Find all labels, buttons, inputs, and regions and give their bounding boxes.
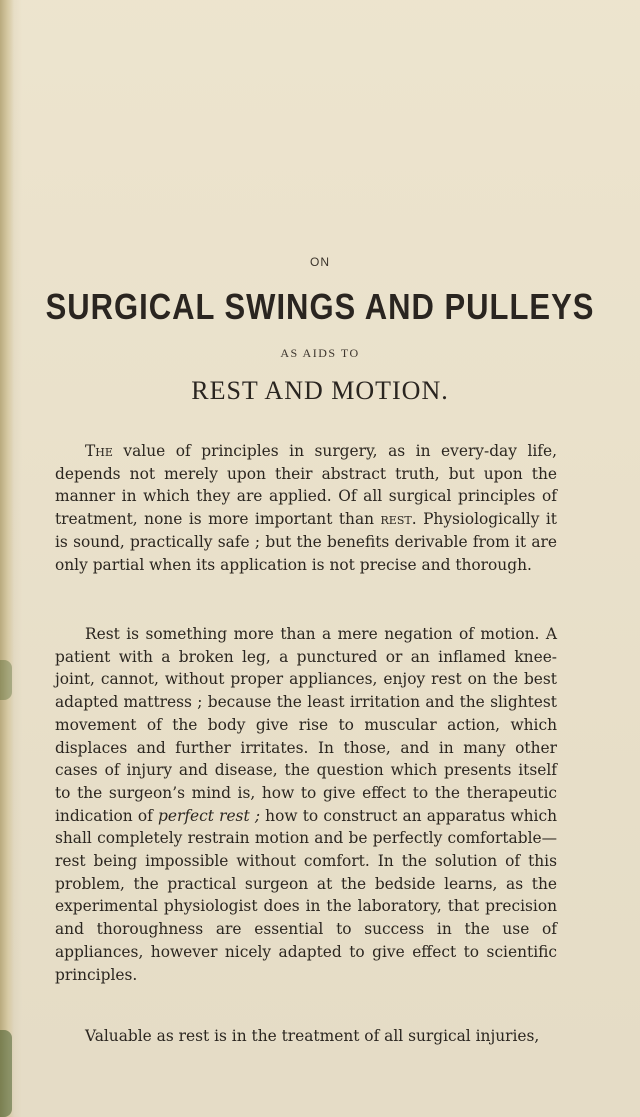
paragraph-2-text-b: how to construct an apparatus which shall completely restrain motion and be perfectly comfortable—rest being impossible without comfort. In the solution of this problem, the practical surgeon at the bedside learns, as the experimental physiologist does in the laboratory, that precision and thoroughness are essential to success in the use of appliances, however nicely adapted to give effect to scientific principles.: [55, 806, 558, 984]
page-stain: [0, 1030, 12, 1117]
main-title: REST AND MOTION.: [191, 376, 449, 405]
page-stain: [0, 660, 12, 700]
italic-phrase: perfect rest ;: [158, 806, 261, 825]
subtitle: AS AIDS TO: [280, 346, 360, 360]
small-caps-word: rest: [380, 510, 412, 529]
pre-title: ON: [310, 255, 330, 269]
paragraph-1-text-a: value of principles in surgery, as in every-day life, depends not merely upon their abstract truth, but upon the manner in which they are applied. Of all surgical principles of treatment, none is more important than: [55, 442, 557, 529]
page-title: SURGICAL SWINGS AND PULLEYS: [45, 286, 595, 328]
paragraph-2: [55, 623, 557, 986]
paragraph-3: Valuable as rest is in the treatment of all surgical injuries,: [85, 1027, 540, 1045]
drop-word: The: [85, 442, 113, 460]
paragraph-1-text-b: . Physiologically it is sound, practically safe ; but the benefits derivable from it are only partial when its application is not precise and thorough.: [55, 510, 557, 574]
paragraph-2-text-a: Rest is something more than a mere negation of motion. A patient with a broken leg, a punctured or an inflamed knee-joint, cannot, without proper appliances, enjoy rest on the best adapted mattress ; because the least irritation and the slightest movement of the body give rise to muscular action, which displaces and further irritates. In those, and in many other cases of injury and disease, the question which presents itself to the surgeon’s mind is, how to give effect to the therapeutic indication of: [55, 625, 557, 825]
page-binding-edge: [0, 0, 14, 1117]
paragraph-1: [55, 440, 557, 576]
